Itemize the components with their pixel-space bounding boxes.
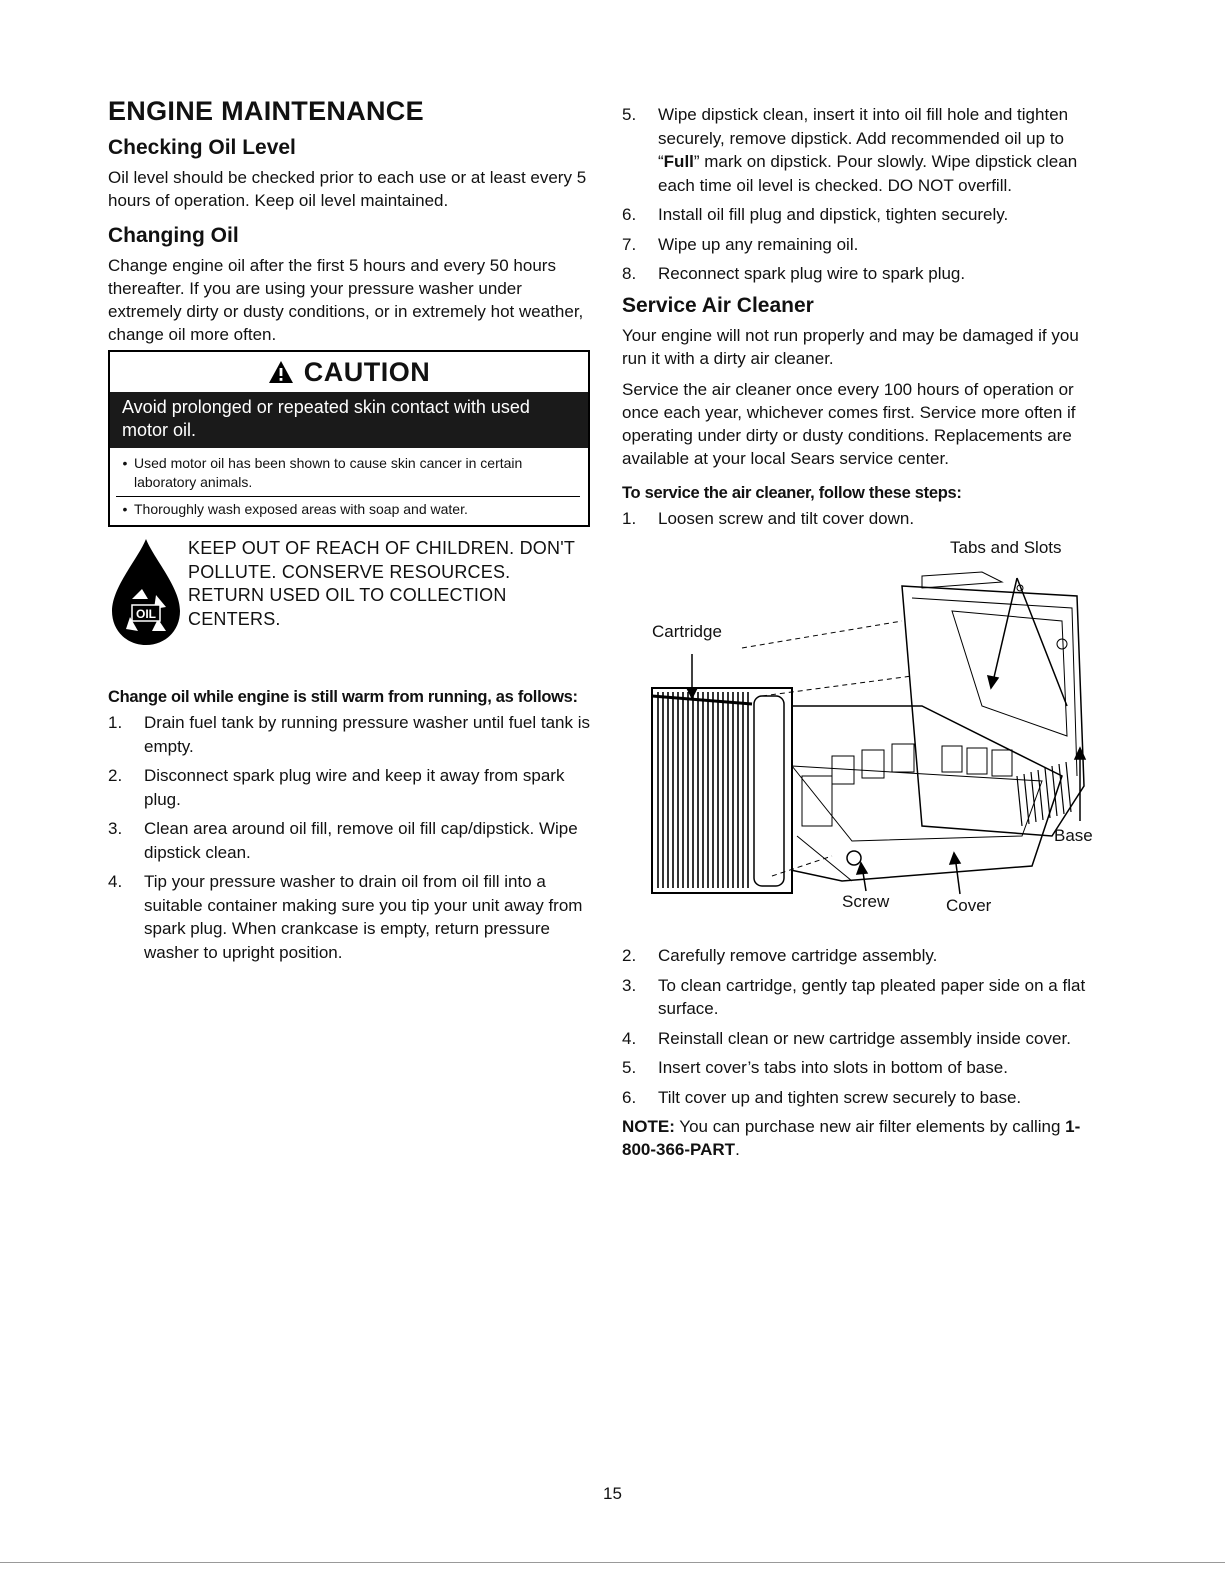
- service-air-cleaner-heading: Service Air Cleaner: [622, 293, 814, 317]
- label-tabs-and-slots: Tabs and Slots: [950, 538, 1062, 557]
- page-number: 15: [603, 1484, 622, 1503]
- list-item: • Thoroughly wash exposed areas with soap and water.: [116, 496, 580, 519]
- caution-word: CAUTION: [303, 356, 431, 387]
- change-oil-steps: [108, 711, 590, 964]
- list-item: 1. Drain fuel tank by running pressure washer until fuel tank is empty.: [108, 713, 591, 756]
- left-column: [108, 96, 590, 970]
- list-item: 3. To clean cartridge, gently tap pleated paper side on a flat surface.: [622, 975, 1086, 1018]
- change-oil-lead: Change oil while engine is still warm from running, as follows:: [108, 688, 578, 706]
- caution-box: [108, 350, 590, 527]
- list-item: 5. Wipe dipstick clean, insert it into oil fill hole and tighten securely, remove dipstick. Add recommended oil up to “Full” mark on dipstick. Pour slowly. Wipe dipstick clean each time oil level is checked. DO NOT overfill.: [622, 105, 1078, 195]
- changing-oil-heading: Changing Oil: [108, 224, 239, 247]
- air-cleaner-diagram: [622, 536, 1092, 936]
- list-item: 1. Loosen screw and tilt cover down.: [622, 508, 915, 528]
- air-cleaner-lead: To service the air cleaner, follow these steps:: [622, 483, 962, 502]
- svg-text:OIL: OIL: [136, 607, 156, 621]
- page-title: ENGINE MAINTENANCE: [108, 96, 424, 126]
- label-base: Base: [1054, 826, 1093, 845]
- parts-phone-number: 1-800-366-PART: [622, 1117, 1081, 1159]
- air-cleaner-p2: Service the air cleaner once every 100 hours of operation or once each year, whichever comes first. Service more often if operating under dirty or dusty conditions. Replacements are available at your local Sears service center.: [622, 379, 1076, 468]
- caution-bullets: [110, 448, 588, 525]
- list-item: 3. Clean area around oil fill, remove oil fill cap/dipstick. Wipe dipstick clean.: [108, 819, 578, 862]
- air-cleaner-steps: [622, 944, 1092, 1109]
- warning-triangle-icon: [268, 360, 294, 384]
- list-item: 6. Install oil fill plug and dipstick, tighten securely.: [622, 205, 1009, 224]
- changing-oil-body: Change engine oil after the first 5 hours and every 50 hours thereafter. If you are using your pressure washer under extremely dirty or dusty conditions, or in extremely hot weather, change oil more often.: [108, 256, 584, 344]
- oil-recycle-drop-icon: [108, 537, 184, 652]
- list-item: 4. Tip your pressure washer to drain oil from oil fill into a suitable container making sure you tip your unit away from spark plug. When crankcase is empty, return pressure washer to upright position.: [108, 872, 583, 962]
- list-item: 7. Wipe up any remaining oil.: [622, 234, 859, 254]
- label-screw: Screw: [842, 892, 890, 911]
- list-item: 8. Reconnect spark plug wire to spark plug.: [622, 264, 966, 283]
- caution-banner: Avoid prolonged or repeated skin contact with used motor oil.: [110, 392, 588, 448]
- recycle-text: KEEP OUT OF REACH OF CHILDREN. DON'T POLLUTE. CONSERVE RESOURCES. RETURN USED OIL TO COLLECTION CENTERS.: [188, 538, 575, 629]
- label-cover: Cover: [946, 896, 992, 915]
- caution-header: [110, 352, 588, 392]
- air-cleaner-illustration: [622, 536, 1092, 936]
- list-item: 6. Tilt cover up and tighten screw securely to base.: [622, 1087, 1022, 1107]
- checking-oil-heading: Checking Oil Level: [108, 136, 296, 159]
- list-item: 5. Insert cover’s tabs into slots in bottom of base.: [622, 1058, 1008, 1077]
- checking-oil-body: Oil level should be checked prior to each use or at least every 5 hours of operation. Keep oil level maintained.: [108, 168, 587, 210]
- bottom-divider: [0, 1562, 1225, 1563]
- list-item: • Used motor oil has been shown to cause skin cancer in certain laboratory animals.: [122, 455, 523, 490]
- right-column: [622, 103, 1092, 1173]
- list-item: 2. Disconnect spark plug wire and keep it away from spark plug.: [108, 766, 565, 809]
- change-oil-steps-continued: [622, 103, 1092, 286]
- list-item: 2. Carefully remove cartridge assembly.: [622, 946, 938, 965]
- air-cleaner-step-1: [622, 507, 1092, 531]
- air-cleaner-p1: Your engine will not run properly and may be damaged if you run it with a dirty air cleaner.: [622, 325, 1079, 368]
- air-filter-note: NOTE: You can purchase new air filter elements by calling 1-800-366-PART.: [622, 1117, 1081, 1159]
- label-cartridge: Cartridge: [652, 622, 722, 641]
- recycle-notice: [108, 537, 590, 652]
- list-item: 4. Reinstall clean or new cartridge assembly inside cover.: [622, 1028, 1071, 1048]
